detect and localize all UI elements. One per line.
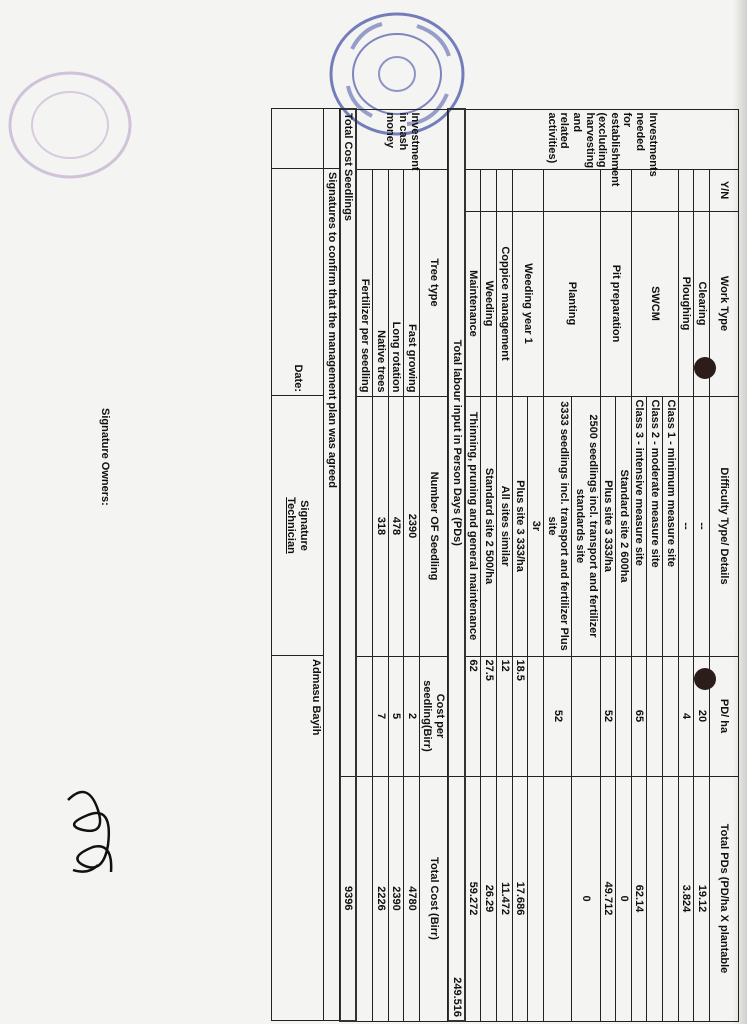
tree-type-cell: Fertilizer per seedling: [356, 169, 372, 396]
pd-cell: [663, 656, 679, 776]
pd-cell: 4: [678, 656, 694, 776]
details-cell: Class 3 - intensive measure site: [631, 396, 647, 656]
header-tree-type: Tree type: [419, 169, 447, 396]
details-cell: --: [694, 396, 710, 656]
total-cell: 0: [616, 776, 632, 1021]
details-cell: Plus site 3 333/ha: [600, 396, 616, 656]
total-cost-cell: 2226: [372, 776, 388, 1021]
table-row: [678, 109, 694, 1021]
pd-cell: 65: [631, 656, 647, 776]
tree-type-cell: Long rotation: [388, 169, 404, 396]
details-cell: Class 1 - minimum measure site: [663, 396, 679, 656]
details-cell: Plus site 3 333/ha: [512, 396, 528, 656]
pd-cell: 12: [497, 656, 513, 776]
details-cell: 3333 seedlings incl. transport and fertilizer Plus site: [543, 396, 571, 656]
details-cell: 2500 seedlings incl. transport and fertilizer standards site: [572, 396, 600, 656]
details-cell: Standard site 2 500/ha: [481, 396, 497, 656]
labour-table: [447, 108, 739, 1022]
management-plan-sheet: [99, 108, 739, 1020]
work-type-cell: Weeding: [481, 211, 497, 396]
header-cost-per: Cost per seedling(Birr): [419, 656, 447, 776]
cost-cell: 5: [388, 656, 404, 776]
table-row: [694, 109, 710, 1021]
date-label: Date:: [271, 169, 323, 396]
total-cell: 26.29: [481, 776, 497, 1021]
details-cell: --: [678, 396, 694, 656]
total-cost-cell: [356, 776, 372, 1021]
tree-type-cell: Native trees: [372, 169, 388, 396]
total-cell: 11.472: [497, 776, 513, 1021]
pd-cell: 52: [543, 656, 571, 776]
total-cost-cell: 4780: [404, 776, 420, 1021]
signature-intro: Signatures to confirm that the management plan was agreed: [323, 169, 339, 1021]
technician-signature-cell: [271, 396, 323, 656]
work-type-cell: Pit preparation: [600, 211, 631, 396]
pd-cell: 20: [694, 656, 710, 776]
labour-total-label: Total labour input in Person Days (PDs): [448, 109, 465, 776]
table-row: [372, 109, 388, 1021]
details-cell: Thinning, pruning and general maintenance: [465, 396, 481, 656]
owners-signature-label: Signature Owners:: [99, 408, 111, 506]
total-cell: [543, 776, 571, 1021]
details-cell: All sites similar: [497, 396, 513, 656]
total-cell: 49.712: [600, 776, 616, 1021]
cash-total-value: 9396: [340, 776, 357, 1021]
table-row: [528, 109, 544, 1021]
table-row: [497, 109, 513, 1021]
header-pd-ha: PD/ ha: [710, 656, 739, 776]
total-cell: 62.14: [631, 776, 647, 1021]
table-row: [356, 109, 372, 1021]
signature-label: Signature: [298, 500, 311, 551]
pd-cell: 52: [600, 656, 616, 776]
total-cell: [663, 776, 679, 1021]
work-type-cell: Weeding year 1: [512, 211, 543, 396]
work-type-cell: SWCM: [631, 211, 678, 396]
total-cell: 17.686: [512, 776, 528, 1021]
work-type-cell: Maintenance: [465, 211, 481, 396]
pd-cell: [528, 656, 544, 776]
labour-header-row: [710, 109, 739, 1021]
total-cell: 59.272: [465, 776, 481, 1021]
signature-table: [271, 108, 340, 1021]
header-difficulty: Difficulty Type/ Details: [710, 396, 739, 656]
pd-cell: [616, 656, 632, 776]
header-yn: Y/N: [710, 169, 739, 211]
total-cell: 19.12: [694, 776, 710, 1021]
pd-cell: 18.5: [512, 656, 528, 776]
cash-header-row: [419, 109, 447, 1021]
technician-name: Admasu Bayih: [271, 656, 323, 1021]
tree-type-cell: Fast growing: [404, 169, 420, 396]
seedlings-cell: [356, 396, 372, 656]
header-total-cost: Total Cost (Birr): [419, 776, 447, 1021]
header-total-pds: Total PDs (PD/ha X plantable: [710, 776, 739, 1021]
table-row: [465, 109, 481, 1021]
header-work-type: Work Type: [710, 211, 739, 396]
table-row: [404, 109, 420, 1021]
technician-label: Technician: [285, 497, 298, 554]
labour-total-value: 249.516: [448, 776, 465, 1021]
pd-cell: 62: [465, 656, 481, 776]
work-type-cell: Ploughing: [678, 211, 694, 396]
cost-cell: 2: [404, 656, 420, 776]
work-type-cell: Coppice management: [497, 211, 513, 396]
work-type-cell: Planting: [543, 211, 600, 396]
total-cell: 0: [572, 776, 600, 1021]
table-row: [616, 109, 632, 1021]
signature-intro-row: [323, 109, 339, 1021]
cash-table: [339, 108, 448, 1022]
cash-section-label: Investment in cash money: [356, 109, 447, 169]
work-type-cell: Clearing: [694, 211, 710, 396]
table-row: [388, 109, 404, 1021]
table-row: [663, 109, 679, 1021]
seedlings-cell: 2390: [404, 396, 420, 656]
signature-row: [271, 109, 323, 1021]
cost-cell: 7: [372, 656, 388, 776]
pd-cell: [647, 656, 663, 776]
seedlings-cell: 478: [388, 396, 404, 656]
investment-label: Investments needed for establishment (excluding harvesting and related activities): [465, 109, 739, 169]
seedlings-cell: 318: [372, 396, 388, 656]
labour-total-row: [448, 109, 465, 1021]
total-cell: [647, 776, 663, 1021]
header-seedlings: Number OF Seedling: [419, 396, 447, 656]
total-cost-cell: 2390: [388, 776, 404, 1021]
cash-total-label: Total Cost Seedlings: [340, 109, 357, 776]
total-cell: 3.824: [678, 776, 694, 1021]
table-row: [572, 109, 600, 1021]
details-cell: Class 2 - moderate measure site: [647, 396, 663, 656]
cash-total-row: [340, 109, 357, 1021]
pd-cell: [572, 656, 600, 776]
details-cell: Standard site 2 600ha: [616, 396, 632, 656]
cost-cell: [356, 656, 372, 776]
pd-cell: 27.5: [481, 656, 497, 776]
details-cell: 3r: [528, 396, 544, 656]
total-cell: [528, 776, 544, 1021]
table-row: [481, 109, 497, 1021]
